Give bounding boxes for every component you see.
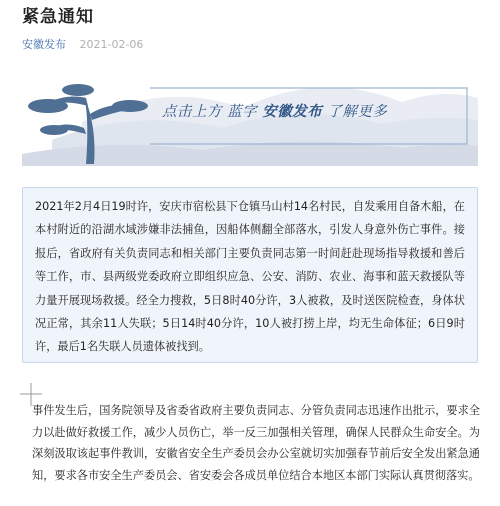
article-meta — [22, 36, 143, 52]
banner-text — [162, 100, 387, 121]
banner-blue-word: 蓝字 — [227, 104, 258, 120]
banner-account-name[interactable]: 安徽发布 — [262, 104, 323, 120]
banner-prefix: 点击上方 — [162, 104, 222, 120]
banner-suffix: 了解更多 — [327, 104, 388, 120]
source-link[interactable]: 安徽发布 — [22, 38, 66, 51]
follow-banner[interactable] — [22, 58, 478, 166]
article-title: 紧急通知 — [22, 7, 94, 27]
body-paragraph: 事件发生后，国务院领导及省委省政府主要负责同志、分管负责同志迅速作出批示，要求全力以赴做好救援工作，减少人员伤亡，举一反三加强相关管理，确保人民群众生命安全。为深刻汲取该起事件教训，安徽省安全生产委员会办公室就切实加强春节前后安全发出紧急通知，要求各市安全生产委员会、省安委会各成员单位结合本地区本部门实际认真贯彻落实。 — [32, 404, 480, 482]
incident-summary-box: 2021年2月4日19时许，安庆市宿松县下仓镇马山村14名村民，自发乘用自备木船，在本村附近的沿湖水域涉嫌非法捕鱼，因船体侧翻全部落水，引发人身意外伤亡事件。接报后，省政府有关负责同志和相关部门主要负责同志第一时间赶赴现场指导救援和善后等工作，市、县两级党委政府立即组织应急、公安、消防、农业、海事和蓝天救援队等力量开展现场救援。经全力搜救，5日8时40分许，3人被救，及时送医院检查，身体状况正常，其余11人失联；5日14时40分许，10人被打捞上岸，均无生命体征；6日9时许，最后1名失联人员遗体被找到。 — [22, 187, 478, 363]
publish-date: 2021-02-06 — [79, 38, 144, 51]
